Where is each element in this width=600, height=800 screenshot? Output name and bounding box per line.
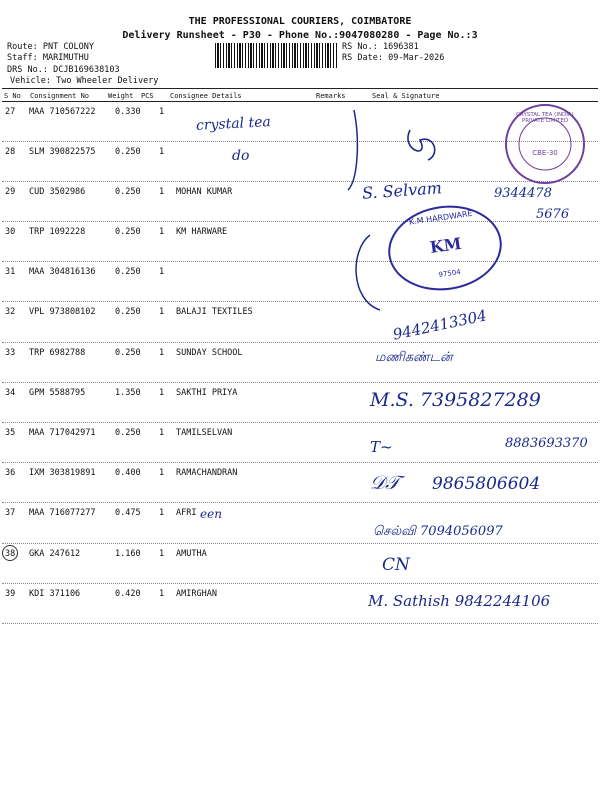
- table-row: [0, 502, 600, 542]
- vehicle-value: Two Wheeler Delivery: [56, 76, 159, 86]
- handwritten-consignee: do: [232, 148, 250, 164]
- row-sno: 28: [5, 147, 16, 157]
- row-consignee: RAMACHANDRAN: [176, 468, 238, 478]
- row-pcs: 1: [159, 107, 165, 117]
- table-row: [0, 543, 600, 583]
- row-pcs: 1: [159, 348, 165, 358]
- col-header-weight: Weight: [108, 92, 134, 100]
- col-header-consignment: Consignment No: [30, 92, 90, 100]
- row-consignee: SUNDAY SCHOOL: [176, 348, 243, 358]
- row-sno: 38: [5, 549, 16, 559]
- barcode: [215, 43, 337, 68]
- handwritten-signature: M.S. 7395827289: [370, 389, 541, 411]
- row-consignment: MAA 304816136: [29, 267, 96, 277]
- rs-no-line: [342, 42, 419, 52]
- row-weight: 0.250: [115, 147, 141, 157]
- row-weight: 1.160: [115, 549, 141, 559]
- row-pcs: 1: [159, 388, 165, 398]
- row-sno: 29: [5, 187, 16, 197]
- row-weight: 0.250: [115, 348, 141, 358]
- row-consignee: SAKTHI PRIYA: [176, 388, 238, 398]
- handwritten-signature: M. Sathish 9842244106: [368, 592, 551, 610]
- row-consignment: CUD 3502986: [29, 187, 86, 197]
- col-header-remarks: Remarks: [316, 92, 346, 100]
- runsheet-subtitle: Delivery Runsheet - P30 - Phone No.:9047080280 - Page No.:3: [122, 30, 478, 41]
- route-value: PNT COLONY: [42, 42, 95, 52]
- row-sno: 34: [5, 388, 16, 398]
- row-weight: 0.250: [115, 307, 141, 317]
- row-consignment: IXM 303819891: [29, 468, 96, 478]
- row-sno: 30: [5, 227, 16, 237]
- row-weight: 0.475: [115, 508, 141, 518]
- handwritten-signature: S. Selvam: [361, 178, 443, 203]
- handwritten-signature: மணிகண்டன்: [375, 350, 453, 365]
- row-sno: 32: [5, 307, 16, 317]
- row-sno: 35: [5, 428, 16, 438]
- handwritten-number: 9344478: [494, 186, 552, 201]
- drs-label: DRS No.:: [7, 65, 48, 75]
- handwritten-consignee: een: [200, 507, 222, 521]
- row-pcs: 1: [159, 468, 165, 478]
- row-consignee: AMIRGHAN: [176, 589, 217, 599]
- handwritten-number: 5676: [536, 207, 570, 222]
- row-sno: 31: [5, 267, 16, 277]
- row-weight: 0.400: [115, 468, 141, 478]
- row-consignment: SLM 390822575: [29, 147, 96, 157]
- handwritten-signature: 𝒟𝒯: [370, 472, 400, 494]
- row-sno: 33: [5, 348, 16, 358]
- row-pcs: 1: [159, 589, 165, 599]
- handwritten-signature: CN: [382, 555, 410, 575]
- row-consignment: VPL 973808102: [29, 307, 96, 317]
- row-pcs: 1: [159, 147, 165, 157]
- rs-date-value: 09-Mar-2026: [388, 53, 445, 63]
- row-sno: 39: [5, 589, 16, 599]
- handwritten-number: 8883693370: [505, 436, 588, 451]
- row-consignment: MAA 717042971: [29, 428, 96, 438]
- rs-date-line: [342, 53, 444, 63]
- row-consignment: GPM 5588795: [29, 388, 86, 398]
- row-consignee: AFRI: [176, 508, 197, 518]
- route-label: Route:: [7, 42, 38, 52]
- col-header-pcs: PCS: [141, 92, 154, 100]
- row-consignment: TRP 1092228: [29, 227, 86, 237]
- staff-line: [7, 53, 89, 63]
- stamp-center-text: KM: [428, 233, 463, 257]
- row-weight: 1.350: [115, 388, 141, 398]
- col-header-seal: Seal & Signature: [372, 92, 440, 100]
- row-divider: [2, 623, 598, 624]
- row-weight: 0.250: [115, 267, 141, 277]
- rs-no-value: 1696381: [382, 42, 419, 52]
- col-header-consignee: Consignee Details: [170, 92, 242, 100]
- row-weight: 0.250: [115, 187, 141, 197]
- row-weight: 0.250: [115, 428, 141, 438]
- route-line: [7, 42, 94, 52]
- stamp-text: CRYSTAL TEA (INDIA) PRIVATE LIMITED: [516, 112, 574, 124]
- row-pcs: 1: [159, 267, 165, 277]
- stamp-text: K.M HARDWARE: [408, 208, 474, 227]
- row-sno: 37: [5, 508, 16, 518]
- table-row: [0, 301, 600, 344]
- drs-value: DCJB169638103: [53, 65, 120, 75]
- table-row: [0, 261, 600, 301]
- stamp-center-text: CBE-30: [532, 149, 558, 157]
- row-pcs: 1: [159, 549, 165, 559]
- staff-value: MARIMUTHU: [42, 53, 89, 63]
- row-consignment: GKA 247612: [29, 549, 81, 559]
- drs-line: [7, 65, 120, 75]
- table-row: [0, 221, 600, 261]
- row-weight: 0.420: [115, 589, 141, 599]
- rs-no-label: RS No.:: [342, 42, 378, 52]
- row-pcs: 1: [159, 227, 165, 237]
- row-weight: 0.330: [115, 107, 141, 117]
- company-title: THE PROFESSIONAL COURIERS, COIMBATORE: [188, 16, 412, 27]
- table-row: [0, 342, 600, 382]
- row-consignee: BALAJI TEXTILES: [176, 307, 253, 317]
- table-top-rule: [2, 88, 598, 89]
- stamp-pin-text: 97504: [438, 268, 462, 280]
- handwritten-number: 9865806604: [432, 474, 541, 494]
- row-pcs: 1: [159, 187, 165, 197]
- row-consignment: KDI 371106: [29, 589, 81, 599]
- col-header-sno: S No: [4, 92, 21, 100]
- handwritten-signature: T~: [370, 438, 393, 456]
- handwritten-consignee: crystal tea: [195, 114, 272, 134]
- vehicle-line: [10, 76, 158, 86]
- handwritten-number: 9442413304: [391, 306, 489, 344]
- row-consignee: AMUTHA: [176, 549, 207, 559]
- handwritten-signature: செல்வி 7094056097: [373, 524, 503, 539]
- row-sno: 36: [5, 468, 16, 478]
- row-consignee: TAMILSELVAN: [176, 428, 233, 438]
- row-pcs: 1: [159, 307, 165, 317]
- rs-date-label: RS Date:: [342, 53, 383, 63]
- company-stamp: [505, 104, 585, 184]
- row-pcs: 1: [159, 508, 165, 518]
- vehicle-label: Vehicle:: [10, 76, 51, 86]
- row-consignment: MAA 716077277: [29, 508, 96, 518]
- row-pcs: 1: [159, 428, 165, 438]
- row-consignee: MOHAN KUMAR: [176, 187, 233, 197]
- row-consignment: TRP 6982788: [29, 348, 86, 358]
- row-consignee: KM HARWARE: [176, 227, 228, 237]
- row-weight: 0.250: [115, 227, 141, 237]
- row-sno: 27: [5, 107, 16, 117]
- staff-label: Staff:: [7, 53, 38, 63]
- row-consignment: MAA 710567222: [29, 107, 96, 117]
